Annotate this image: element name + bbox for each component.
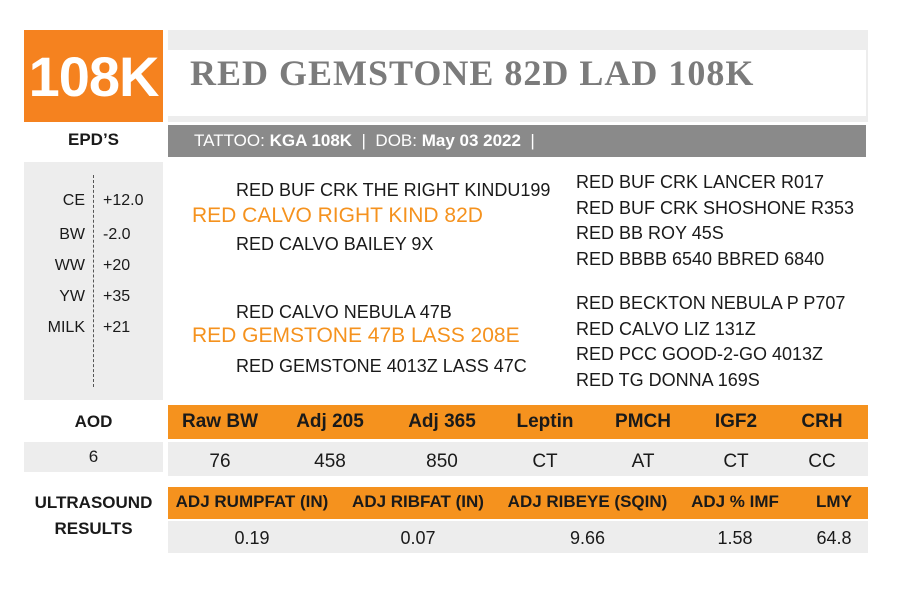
perf-value-leptin: CT [532, 451, 558, 472]
perf-value-adj-205: 458 [314, 451, 346, 472]
epd-heading: EPD’S [67, 130, 120, 149]
perf-value-igf2: CT [723, 451, 749, 472]
pedigree-sire-sire-dam: RED BUF CRK SHOSHONE R353 [576, 198, 855, 218]
us-header-imf: ADJ % IMF [691, 492, 779, 511]
pedigree-sire-sire-sire: RED BUF CRK LANCER R017 [576, 172, 825, 192]
epd-label-ce: CE [62, 192, 85, 209]
pedigree-sire-sire: RED BUF CRK THE RIGHT KINDU199 [236, 180, 551, 200]
separator: | [361, 131, 366, 150]
perf-value-pmch: AT [631, 451, 655, 472]
us-header-lmy: LMY [816, 492, 852, 511]
pedigree-dam-sire-dam: RED CALVO LIZ 131Z [576, 319, 756, 339]
tattoo-label: TATTOO: [194, 131, 265, 150]
perf-header-raw-bw: Raw BW [182, 411, 258, 432]
epd-label-milk: MILK [47, 319, 85, 336]
ultrasound-label [24, 490, 163, 542]
ultrasound-label-line2: RESULTS [54, 519, 133, 538]
us-value-imf: 1.58 [717, 528, 753, 548]
aod-label: AOD [74, 412, 113, 431]
pedigree-dam-sire-sire: RED BECKTON NEBULA P P707 [576, 293, 846, 313]
perf-header-adj-205: Adj 205 [296, 411, 364, 432]
epd-value-ce: +12.0 [103, 192, 144, 209]
animal-title: RED GEMSTONE 82D LAD 108K [190, 53, 755, 93]
tattoo-value: KGA 108K [269, 131, 353, 150]
pedigree-dam-dam-dam: RED TG DONNA 169S [576, 370, 760, 390]
lot-number-badge: 108K [24, 30, 163, 122]
ultrasound-label-line1: ULTRASOUND [34, 493, 153, 512]
perf-header-adj-365: Adj 365 [408, 411, 476, 432]
epd-label-ww: WW [54, 257, 85, 274]
epd-value-milk: +21 [103, 319, 131, 336]
us-header-rumpfat: ADJ RUMPFAT (IN) [175, 492, 329, 511]
pedigree-dam: RED GEMSTONE 47B LASS 208E [192, 324, 520, 347]
epd-divider [93, 175, 94, 387]
perf-value-raw-bw: 76 [209, 451, 231, 472]
us-header-ribfat: ADJ RIBFAT (IN) [352, 492, 484, 511]
us-value-rumpfat: 0.19 [234, 528, 270, 548]
pedigree-sire-dam: RED CALVO BAILEY 9X [236, 234, 434, 254]
pedigree-dam-dam-sire: RED PCC GOOD-2-GO 4013Z [576, 344, 824, 364]
tattoo-dob-bar [168, 125, 866, 157]
epd-label-yw: YW [59, 288, 85, 305]
perf-header-crh: CRH [801, 411, 843, 432]
us-value-ribfat: 0.07 [400, 528, 436, 548]
perf-header-pmch: PMCH [615, 411, 671, 432]
us-value-ribeye: 9.66 [569, 528, 606, 548]
perf-value-crh: CC [808, 451, 836, 472]
pedigree-sire-dam-sire: RED BB ROY 45S [576, 223, 724, 243]
pedigree-sire: RED CALVO RIGHT KIND 82D [192, 204, 483, 227]
dob-value: May 03 2022 [421, 131, 521, 150]
perf-value-adj-365: 850 [426, 451, 458, 472]
epd-value-bw: -2.0 [103, 226, 131, 243]
dob-label: DOB: [375, 131, 417, 150]
epd-value-yw: +35 [103, 288, 131, 305]
perf-header-igf2: IGF2 [714, 411, 758, 432]
pedigree-dam-dam: RED GEMSTONE 4013Z LASS 47C [236, 356, 527, 376]
aod-value: 6 [24, 442, 163, 472]
pedigree-dam-sire: RED CALVO NEBULA 47B [236, 302, 452, 322]
perf-header-leptin: Leptin [516, 411, 574, 432]
epd-label-bw: BW [59, 226, 85, 243]
pedigree-sire-dam-dam: RED BBBB 6540 BBRED 6840 [576, 249, 825, 269]
epd-value-ww: +20 [103, 257, 131, 274]
us-header-ribeye: ADJ RIBEYE (SQIN) [507, 492, 668, 511]
us-value-lmy: 64.8 [816, 528, 852, 548]
separator: | [530, 131, 535, 150]
